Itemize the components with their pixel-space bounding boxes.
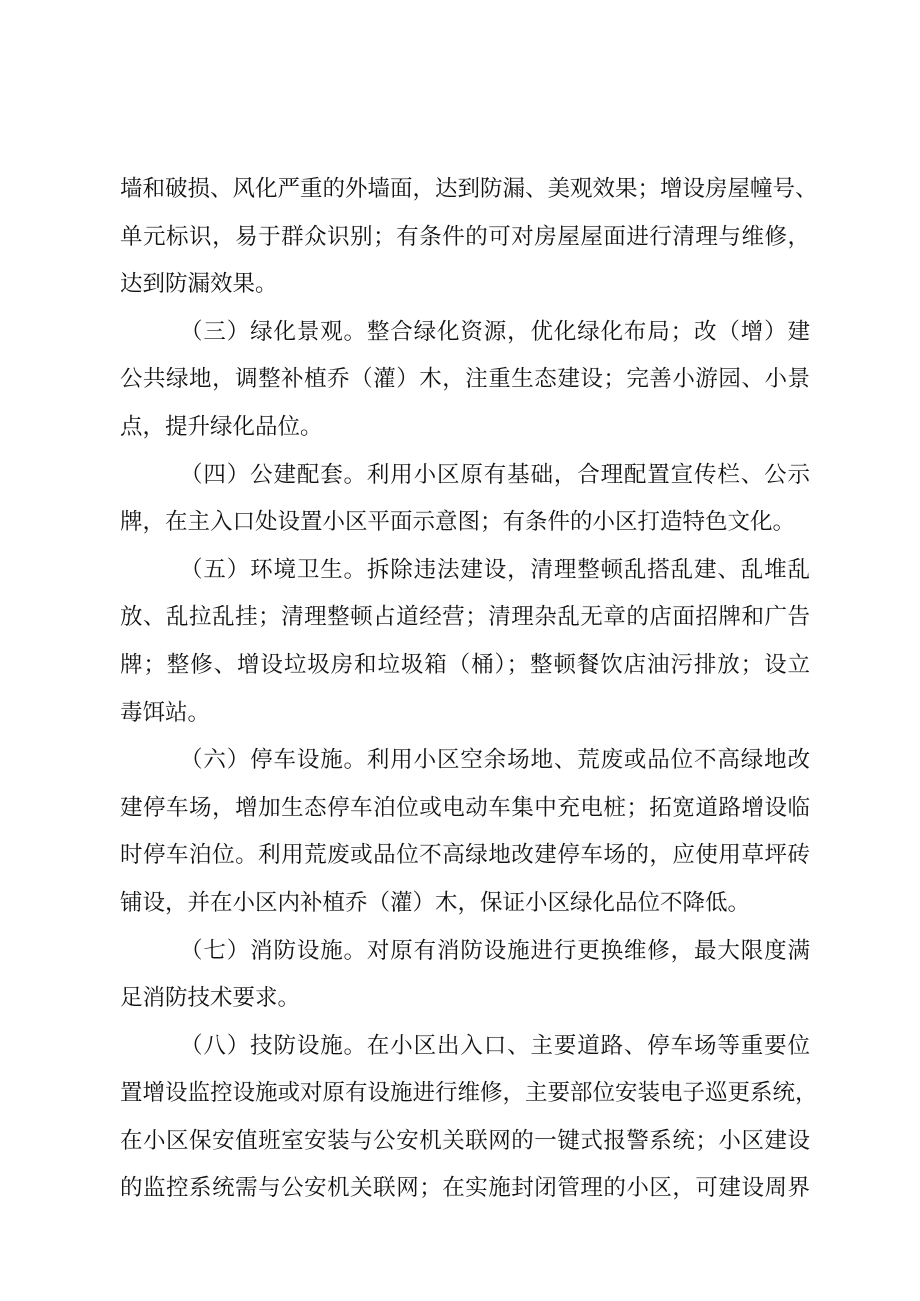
paragraph-sanitation	[120, 547, 810, 737]
text-line: 公共绿地，调整补植乔（灌）木，注重生态建设；完善小游园、小景	[120, 366, 810, 393]
text-line: 置增设监控设施或对原有设施进行维修，主要部位安装电子巡更系统，	[120, 1080, 818, 1107]
text-line: 牌；整修、增设垃圾房和垃圾箱（桶）；整顿餐饮店油污排放；设立	[120, 651, 810, 678]
paragraph-continuation	[120, 166, 818, 309]
document-body	[120, 166, 818, 1213]
text-line: 的监控系统需与公安机关联网；在实施封闭管理的小区，可建设周界	[120, 1175, 810, 1202]
text-line: （四）公建配套。利用小区原有基础，合理配置宣传栏、公示	[180, 461, 810, 488]
paragraph-public-facilities	[120, 452, 810, 547]
text-line: 点，提升绿化品位。	[120, 413, 323, 440]
paragraph-parking	[120, 737, 810, 927]
text-line: （三）绿化景观。整合绿化资源，优化绿化布局；改（增）建	[180, 318, 810, 345]
text-line: 墙和破损、风化严重的外墙面，达到防漏、美观效果；增设房屋幢号、	[120, 176, 818, 202]
text-line: 毒饵站。	[120, 699, 211, 726]
text-line: （七）消防设施。对原有消防设施进行更换维修，最大限度满	[180, 937, 810, 964]
paragraph-fire-safety	[120, 928, 810, 1023]
paragraph-security-tech	[120, 1023, 818, 1213]
text-line: 在小区保安值班室安装与公安机关联网的一键式报警系统；小区建设	[120, 1127, 810, 1154]
text-line: 牌，在主入口处设置小区平面示意图；有条件的小区打造特色文化。	[120, 509, 796, 536]
text-line: 达到防漏效果。	[120, 271, 278, 298]
text-line: （八）技防设施。在小区出入口、主要道路、停车场等重要位	[180, 1032, 810, 1059]
text-line: （六）停车设施。利用小区空余场地、荒废或品位不高绿地改	[180, 747, 810, 774]
text-line: （五）环境卫生。拆除违法建设，清理整顿乱搭乱建、乱堆乱	[180, 556, 810, 583]
text-line: 时停车泊位。利用荒废或品位不高绿地改建停车场的，应使用草坪砖	[120, 842, 810, 869]
text-line: 铺设，并在小区内补植乔（灌）木，保证小区绿化品位不降低。	[120, 889, 751, 916]
text-line: 放、乱拉乱挂；清理整顿占道经营；清理杂乱无章的店面招牌和广告	[120, 604, 810, 631]
text-line: 建停车场，增加生态停车泊位或电动车集中充电桩；拓宽道路增设临	[120, 794, 810, 821]
text-line: 单元标识，易于群众识别；有条件的可对房屋屋面进行清理与维修，	[120, 223, 810, 250]
text-line: 足消防技术要求。	[120, 985, 301, 1012]
paragraph-greening	[120, 309, 810, 452]
